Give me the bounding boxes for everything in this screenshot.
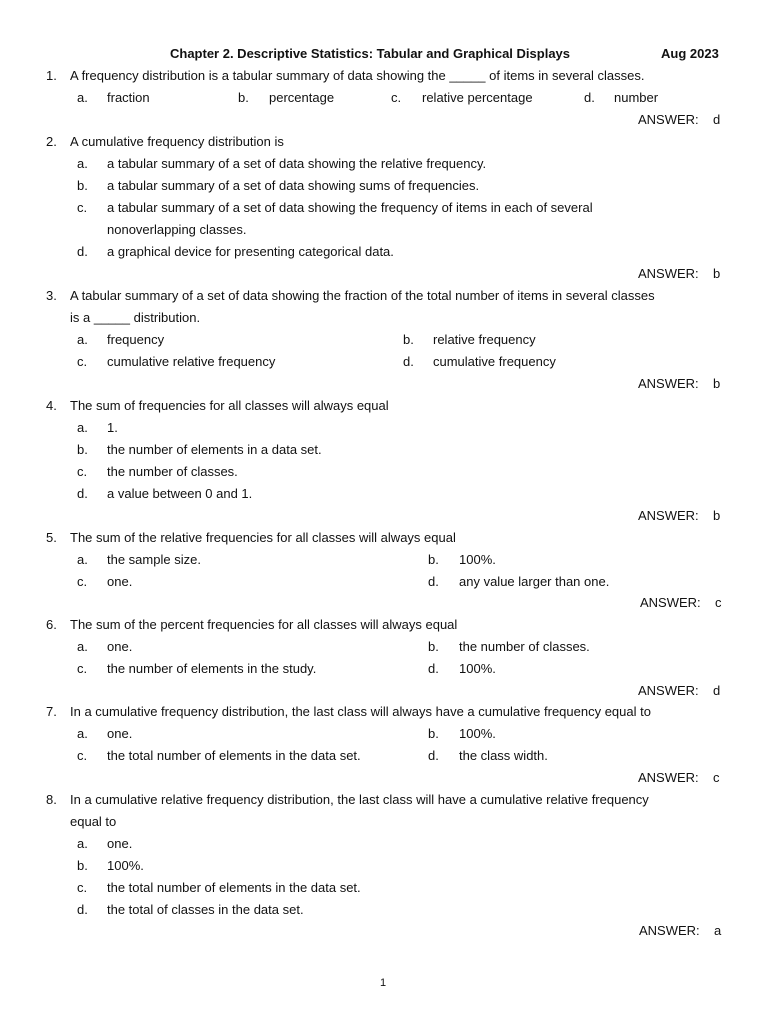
option-text: number: [614, 90, 659, 105]
question-text: A cumulative frequency distribution is: [70, 134, 284, 149]
option-text: the number of classes.: [459, 639, 590, 654]
answer-label: ANSWER:: [638, 266, 699, 281]
option-text: the total of classes in the data set.: [107, 902, 304, 917]
option-text: a tabular summary of a set of data showing the relative frequency.: [107, 156, 487, 171]
answer-value: c: [715, 595, 722, 610]
option-letter: a.: [77, 90, 88, 105]
question-text: The sum of frequencies for all classes will always equal: [70, 398, 389, 413]
option-text: one.: [107, 574, 133, 589]
option-letter: a.: [77, 332, 88, 347]
option-letter: a.: [77, 552, 88, 567]
option-letter: c.: [77, 354, 88, 369]
option-text-continuation: nonoverlapping classes.: [107, 222, 247, 237]
option-letter: d.: [584, 90, 595, 105]
option-text: the total number of elements in the data set.: [107, 748, 361, 763]
option-text: the number of classes.: [107, 464, 238, 479]
answer-value: c: [713, 770, 720, 785]
option-text: the number of elements in a data set.: [107, 442, 322, 457]
answer-label: ANSWER:: [638, 112, 699, 127]
option-letter: c.: [77, 661, 88, 676]
question-number: 7.: [46, 704, 57, 719]
question-text: A frequency distribution is a tabular summary of data showing the _____ of items in several classes.: [70, 68, 645, 83]
option-letter: d.: [77, 486, 88, 501]
chapter-title: Chapter 2. Descriptive Statistics: Tabular and Graphical Displays: [170, 46, 571, 61]
option-letter: a.: [77, 836, 88, 851]
answer-value: d: [713, 112, 721, 127]
option-letter: b.: [403, 332, 414, 347]
question-number: 2.: [46, 134, 57, 149]
option-text: relative percentage: [422, 90, 533, 105]
option-letter: c.: [77, 464, 88, 479]
option-letter: b.: [428, 552, 439, 567]
option-letter: d.: [77, 244, 88, 259]
option-text: fraction: [107, 90, 150, 105]
question-number: 5.: [46, 530, 57, 545]
answer-label: ANSWER:: [638, 770, 699, 785]
option-letter: d.: [77, 902, 88, 917]
option-letter: c.: [77, 574, 88, 589]
option-letter: c.: [77, 200, 88, 215]
option-text: a tabular summary of a set of data showing sums of frequencies.: [107, 178, 480, 193]
option-letter: b.: [428, 639, 439, 654]
option-text: relative frequency: [433, 332, 536, 347]
question-number: 4.: [46, 398, 57, 413]
option-letter: c.: [77, 748, 88, 763]
option-text: the total number of elements in the data set.: [107, 880, 361, 895]
option-text: 1.: [107, 420, 118, 435]
option-letter: a.: [77, 420, 88, 435]
question-number: 3.: [46, 288, 57, 303]
option-letter: b.: [77, 178, 88, 193]
option-letter: d.: [403, 354, 414, 369]
option-letter: a.: [77, 156, 88, 171]
option-letter: c.: [391, 90, 402, 105]
option-letter: b.: [238, 90, 249, 105]
option-letter: a.: [77, 639, 88, 654]
page-number: 1: [380, 977, 387, 989]
option-letter: d.: [428, 748, 439, 763]
option-text: cumulative frequency: [433, 354, 556, 369]
question-text: is a _____ distribution.: [70, 310, 201, 325]
option-letter: c.: [77, 880, 88, 895]
option-letter: b.: [77, 858, 88, 873]
option-letter: d.: [428, 574, 439, 589]
option-text: percentage: [269, 90, 335, 105]
answer-label: ANSWER:: [640, 595, 701, 610]
question-text: A tabular summary of a set of data showing the fraction of the total number of items in several classes: [70, 288, 655, 303]
answer-value: d: [713, 683, 721, 698]
question-text: The sum of the percent frequencies for all classes will always equal: [70, 617, 458, 632]
answer-value: b: [713, 508, 721, 523]
option-text: one.: [107, 726, 133, 741]
question-text: equal to: [70, 814, 117, 829]
option-text: the number of elements in the study.: [107, 661, 317, 676]
option-text: 100%.: [459, 552, 496, 567]
option-text: frequency: [107, 332, 165, 347]
question-text: In a cumulative frequency distribution, the last class will always have a cumulative frequency equal to: [70, 704, 651, 719]
option-text: any value larger than one.: [459, 574, 610, 589]
option-text: a tabular summary of a set of data showing the frequency of items in each of several: [107, 200, 593, 215]
option-text: a value between 0 and 1.: [107, 486, 253, 501]
answer-label: ANSWER:: [639, 923, 700, 938]
answer-value: b: [713, 376, 721, 391]
answer-value: b: [713, 266, 721, 281]
question-text: The sum of the relative frequencies for all classes will always equal: [70, 530, 456, 545]
answer-value: a: [714, 923, 722, 938]
question-number: 6.: [46, 617, 57, 632]
answer-label: ANSWER:: [638, 508, 699, 523]
option-text: 100%.: [107, 858, 144, 873]
question-text: In a cumulative relative frequency distribution, the last class will have a cumulative relative frequency: [70, 792, 649, 807]
answer-label: ANSWER:: [638, 376, 699, 391]
option-letter: a.: [77, 726, 88, 741]
option-text: 100%.: [459, 661, 496, 676]
question-number: 8.: [46, 792, 57, 807]
option-text: the sample size.: [107, 552, 201, 567]
option-text: a graphical device for presenting categorical data.: [107, 244, 394, 259]
option-text: 100%.: [459, 726, 496, 741]
option-text: one.: [107, 836, 133, 851]
option-letter: d.: [428, 661, 439, 676]
option-text: the class width.: [459, 748, 548, 763]
document-date: Aug 2023: [661, 46, 719, 61]
option-letter: b.: [77, 442, 88, 457]
question-number: 1.: [46, 68, 57, 83]
option-text: one.: [107, 639, 133, 654]
answer-label: ANSWER:: [638, 683, 699, 698]
option-text: cumulative relative frequency: [107, 354, 276, 369]
option-letter: b.: [428, 726, 439, 741]
